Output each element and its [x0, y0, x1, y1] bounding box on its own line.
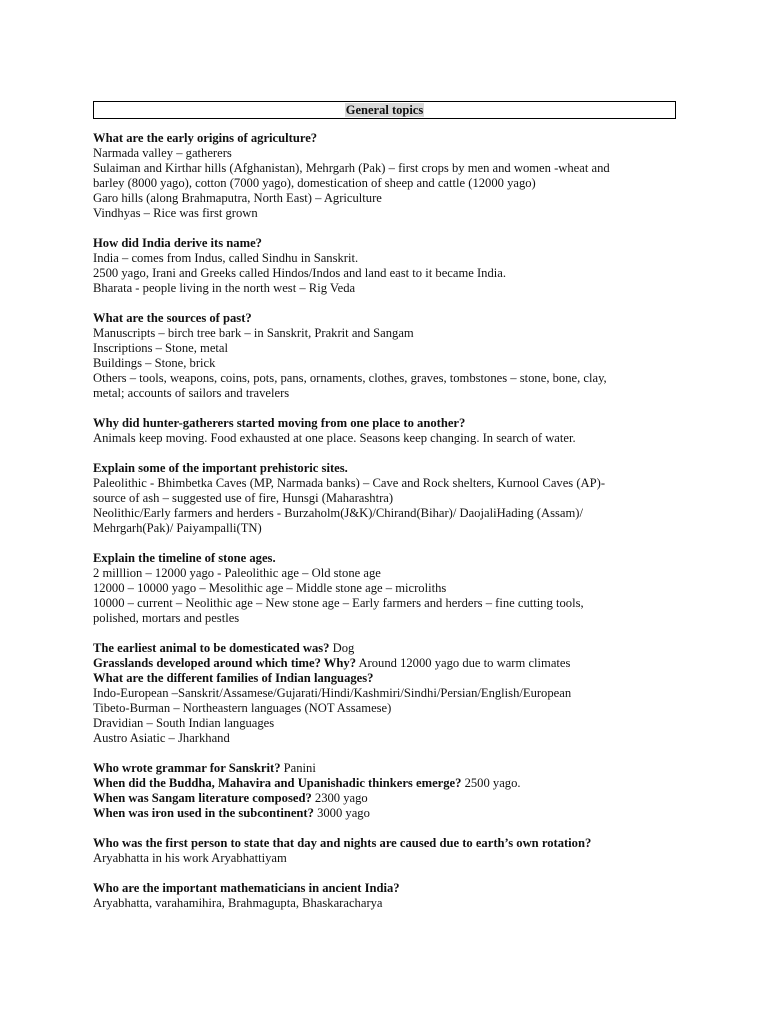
answer-line: Manuscripts – birch tree bark – in Sanskrit, Prakrit and Sangam — [93, 326, 414, 340]
question-heading: What are the early origins of agriculture? — [93, 131, 318, 145]
answer-line: Others – tools, weapons, coins, pots, pans, ornaments, clothes, graves, tombstones – stone, bone, clay, — [93, 371, 607, 385]
question-heading: Explain the timeline of stone ages. — [93, 551, 276, 565]
answer-line: Neolithic/Early farmers and herders - Burzaholm(J&K)/Chirand(Bihar)/ DaojaliHading (Assam)/ — [93, 506, 583, 520]
answer-line: 2 milllion – 12000 yago - Paleolithic age – Old stone age — [93, 566, 381, 580]
answer-line: Bharata - people living in the north west – Rig Veda — [93, 281, 356, 295]
answer-line: 12000 – 10000 yago – Mesolithic age – Middle stone age – microliths — [93, 581, 447, 595]
answer-line: barley (8000 yago), cotton (7000 yago), domestication of sheep and cattle (12000 yago) — [93, 176, 536, 190]
answer-line: Aryabhatta, varahamihira, Brahmagupta, Bhaskaracharya — [93, 896, 383, 910]
question-heading: Explain some of the important prehistoric sites. — [93, 461, 348, 475]
qa-question: When was Sangam literature composed? — [93, 791, 312, 805]
answer-line: Paleolithic - Bhimbetka Caves (MP, Narmada banks) – Cave and Rock shelters, Kurnool Caves (AP)- — [93, 476, 606, 490]
answer-line: 2500 yago, Irani and Greeks called Hindos/Indos and land east to it became India. — [93, 266, 507, 280]
qa-question: The earliest animal to be domesticated was? — [93, 641, 330, 655]
answer-line: Dravidian – South Indian languages — [93, 716, 275, 730]
qa-answer: Dog — [329, 641, 355, 655]
qa-question: When did the Buddha, Mahavira and Upanishadic thinkers emerge? — [93, 776, 462, 790]
qa-line — [93, 791, 683, 806]
qa-line — [93, 776, 683, 791]
answer-line: Narmada valley – gatherers — [93, 146, 232, 160]
answer-line: Aryabhatta in his work Aryabhattiyam — [93, 851, 287, 865]
answer-line: Tibeto-Burman – Northeastern languages (NOT Assamese) — [93, 701, 392, 715]
question-heading: What are the different families of Indian languages? — [93, 671, 374, 685]
qa-answer: 3000 yago — [313, 806, 370, 820]
answer-line: Animals keep moving. Food exhausted at one place. Seasons keep changing. In search of water. — [93, 431, 576, 445]
question-heading: What are the sources of past? — [93, 311, 252, 325]
document-body — [93, 131, 683, 911]
answer-line: polished, mortars and pestles — [93, 611, 240, 625]
qa-line — [93, 641, 683, 656]
answer-line: source of ash – suggested use of fire, Hunsgi (Maharashtra) — [93, 491, 394, 505]
answer-line: Vindhyas – Rice was first grown — [93, 206, 258, 220]
answer-line: Sulaiman and Kirthar hills (Afghanistan), Mehrgarh (Pak) – first crops by men and women -wheat and — [93, 161, 610, 175]
answer-line: Buildings – Stone, brick — [93, 356, 216, 370]
question-heading: Who was the first person to state that day and nights are caused due to earth’s own rotation? — [93, 836, 592, 850]
question-heading: Who are the important mathematicians in ancient India? — [93, 881, 400, 895]
answer-line: Garo hills (along Brahmaputra, North East) – Agriculture — [93, 191, 382, 205]
answer-line: 10000 – current – Neolithic age – New stone age – Early farmers and herders – fine cutting tools, — [93, 596, 584, 610]
answer-line: Mehrgarh(Pak)/ Paiyampalli(TN) — [93, 521, 262, 535]
answer-line: metal; accounts of sailors and travelers — [93, 386, 290, 400]
qa-line — [93, 806, 683, 821]
qa-answer: 2300 yago — [311, 791, 368, 805]
answer-line: Austro Asiatic – Jharkhand — [93, 731, 230, 745]
qa-line — [93, 761, 683, 776]
qa-question: Who wrote grammar for Sanskrit? — [93, 761, 281, 775]
title-box — [93, 101, 676, 119]
answer-line: Inscriptions – Stone, metal — [93, 341, 229, 355]
answer-line: India – comes from Indus, called Sindhu in Sanskrit. — [93, 251, 359, 265]
page-title: General topics — [345, 103, 424, 117]
answer-line: Indo-European –Sanskrit/Assamese/Gujarati/Hindi/Kashmiri/Sindhi/Persian/English/European — [93, 686, 572, 700]
qa-answer: Panini — [280, 761, 316, 775]
qa-question: When was iron used in the subcontinent? — [93, 806, 314, 820]
qa-line — [93, 656, 683, 671]
question-heading: How did India derive its name? — [93, 236, 262, 250]
qa-answer: Around 12000 yago due to warm climates — [356, 656, 571, 670]
qa-answer: 2500 yago. — [461, 776, 521, 790]
qa-question: Grasslands developed around which time? Why? — [93, 656, 356, 670]
question-heading: Why did hunter-gatherers started moving from one place to another? — [93, 416, 466, 430]
